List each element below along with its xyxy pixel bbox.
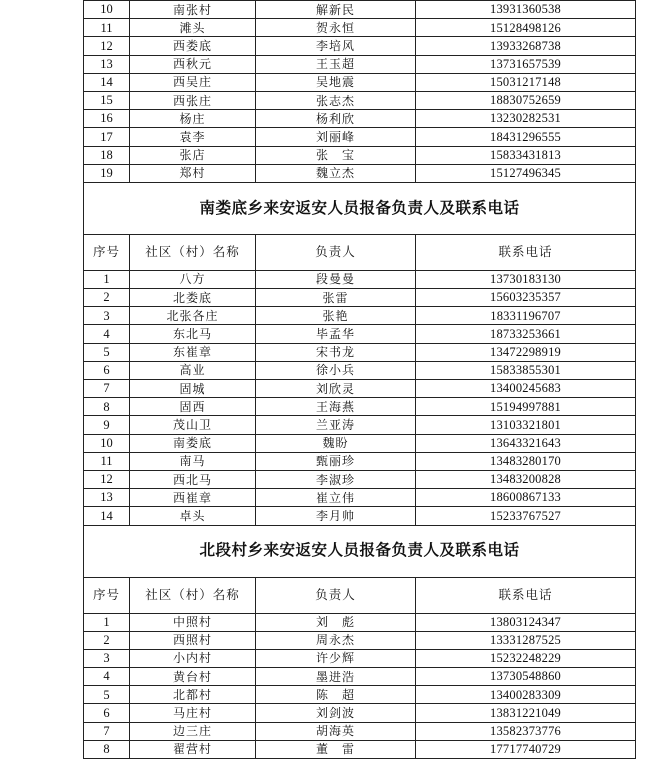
village-name: 马庄村: [130, 704, 256, 722]
section-title-beiduancun-row: [84, 525, 636, 577]
table-row: [84, 110, 636, 128]
row-number: 19: [84, 164, 130, 182]
village-name: 南马: [130, 452, 256, 470]
row-number: 4: [84, 325, 130, 343]
village-name: 黄台村: [130, 668, 256, 686]
row-number: 14: [84, 73, 130, 91]
responsible-person: 李淑珍: [256, 470, 416, 488]
responsible-person: 张雷: [256, 289, 416, 307]
row-number: 11: [84, 19, 130, 37]
village-name: 八方: [130, 270, 256, 288]
responsible-person: 解新民: [256, 1, 416, 19]
column-header-row: [84, 577, 636, 613]
header-phone: 联系电话: [416, 577, 636, 613]
phone-number: 15233767527: [416, 507, 636, 525]
header-village: 社区（村）名称: [130, 234, 256, 270]
table-row: [84, 434, 636, 452]
row-number: 4: [84, 668, 130, 686]
table-row: [84, 343, 636, 361]
village-name: 东崔章: [130, 343, 256, 361]
responsible-person: 甄丽珍: [256, 452, 416, 470]
table-row: [84, 270, 636, 288]
table-row: [84, 19, 636, 37]
village-name: 固城: [130, 380, 256, 398]
row-number: 12: [84, 470, 130, 488]
phone-number: 13803124347: [416, 613, 636, 631]
contact-table: [83, 0, 636, 759]
row-number: 8: [84, 398, 130, 416]
phone-number: 18830752659: [416, 91, 636, 109]
table-row: [84, 740, 636, 758]
table-row: [84, 668, 636, 686]
table-row: [84, 91, 636, 109]
table-row: [84, 55, 636, 73]
phone-number: 17717740729: [416, 740, 636, 758]
village-name: 北娄底: [130, 289, 256, 307]
phone-number: 13103321801: [416, 416, 636, 434]
responsible-person: 宋书龙: [256, 343, 416, 361]
village-name: 小内村: [130, 649, 256, 667]
row-number: 3: [84, 649, 130, 667]
village-name: 翟营村: [130, 740, 256, 758]
header-person: 负责人: [256, 234, 416, 270]
table-row: [84, 380, 636, 398]
row-number: 7: [84, 722, 130, 740]
row-number: 5: [84, 686, 130, 704]
phone-number: 18733253661: [416, 325, 636, 343]
responsible-person: 张艳: [256, 307, 416, 325]
header-number: 序号: [84, 577, 130, 613]
table-row: [84, 722, 636, 740]
responsible-person: 董 雷: [256, 740, 416, 758]
phone-number: 15833431813: [416, 146, 636, 164]
phone-number: 13730183130: [416, 270, 636, 288]
village-name: 西吴庄: [130, 73, 256, 91]
table-row: [84, 649, 636, 667]
phone-number: 13483280170: [416, 452, 636, 470]
responsible-person: 刘丽峰: [256, 128, 416, 146]
table-row: [84, 416, 636, 434]
phone-number: 15127496345: [416, 164, 636, 182]
section-title-nanloudi-row: [84, 182, 636, 234]
phone-number: 13400283309: [416, 686, 636, 704]
row-number: 18: [84, 146, 130, 164]
village-name: 边三庄: [130, 722, 256, 740]
row-number: 15: [84, 91, 130, 109]
table-row: [84, 164, 636, 182]
phone-number: 15128498126: [416, 19, 636, 37]
row-number: 14: [84, 507, 130, 525]
header-phone: 联系电话: [416, 234, 636, 270]
column-header-row: [84, 234, 636, 270]
table-row: [84, 613, 636, 631]
table-row: [84, 489, 636, 507]
village-name: 西张庄: [130, 91, 256, 109]
village-name: 高业: [130, 361, 256, 379]
table-row: [84, 704, 636, 722]
row-number: 13: [84, 55, 130, 73]
responsible-person: 陈 超: [256, 686, 416, 704]
phone-number: 15031217148: [416, 73, 636, 91]
village-name: 郑村: [130, 164, 256, 182]
table-row: [84, 73, 636, 91]
row-number: 1: [84, 270, 130, 288]
row-number: 9: [84, 416, 130, 434]
phone-number: 13483200828: [416, 470, 636, 488]
phone-number: 15194997881: [416, 398, 636, 416]
responsible-person: 王玉超: [256, 55, 416, 73]
village-name: 西照村: [130, 631, 256, 649]
row-number: 8: [84, 740, 130, 758]
village-name: 西崔章: [130, 489, 256, 507]
village-name: 南张村: [130, 1, 256, 19]
responsible-person: 贺永恒: [256, 19, 416, 37]
row-number: 13: [84, 489, 130, 507]
header-person: 负责人: [256, 577, 416, 613]
responsible-person: 杨利欣: [256, 110, 416, 128]
responsible-person: 魏立杰: [256, 164, 416, 182]
row-number: 10: [84, 1, 130, 19]
contact-table-body: [84, 1, 636, 759]
responsible-person: 刘剑波: [256, 704, 416, 722]
responsible-person: 崔立伟: [256, 489, 416, 507]
responsible-person: 魏盼: [256, 434, 416, 452]
table-row: [84, 452, 636, 470]
phone-number: 15603235357: [416, 289, 636, 307]
table-row: [84, 289, 636, 307]
village-name: 中照村: [130, 613, 256, 631]
phone-number: 13400245683: [416, 380, 636, 398]
village-name: 北张各庄: [130, 307, 256, 325]
responsible-person: 周永杰: [256, 631, 416, 649]
phone-number: 13731657539: [416, 55, 636, 73]
village-name: 东北马: [130, 325, 256, 343]
responsible-person: 刘欣灵: [256, 380, 416, 398]
header-number: 序号: [84, 234, 130, 270]
responsible-person: 兰亚涛: [256, 416, 416, 434]
table-row: [84, 507, 636, 525]
header-village: 社区（村）名称: [130, 577, 256, 613]
village-name: 西娄底: [130, 37, 256, 55]
table-row: [84, 361, 636, 379]
village-name: 滩头: [130, 19, 256, 37]
row-number: 5: [84, 343, 130, 361]
responsible-person: 墨进浩: [256, 668, 416, 686]
responsible-person: 张 宝: [256, 146, 416, 164]
phone-number: 13331287525: [416, 631, 636, 649]
row-number: 3: [84, 307, 130, 325]
table-row: [84, 37, 636, 55]
table-row: [84, 631, 636, 649]
responsible-person: 许少辉: [256, 649, 416, 667]
village-name: 张店: [130, 146, 256, 164]
phone-number: 13643321643: [416, 434, 636, 452]
village-name: 固西: [130, 398, 256, 416]
table-row: [84, 128, 636, 146]
phone-number: 13472298919: [416, 343, 636, 361]
village-name: 袁李: [130, 128, 256, 146]
village-name: 杨庄: [130, 110, 256, 128]
row-number: 11: [84, 452, 130, 470]
table-row: [84, 307, 636, 325]
phone-number: 18431296555: [416, 128, 636, 146]
row-number: 2: [84, 631, 130, 649]
row-number: 1: [84, 613, 130, 631]
responsible-person: 徐小兵: [256, 361, 416, 379]
responsible-person: 李培风: [256, 37, 416, 55]
section-title-beiduancun: 北段村乡来安返安人员报备负责人及联系电话: [84, 525, 636, 577]
responsible-person: 吴地震: [256, 73, 416, 91]
phone-number: 13933268738: [416, 37, 636, 55]
responsible-person: 胡海英: [256, 722, 416, 740]
phone-number: 13730548860: [416, 668, 636, 686]
phone-number: 13831221049: [416, 704, 636, 722]
responsible-person: 张志杰: [256, 91, 416, 109]
responsible-person: 毕孟华: [256, 325, 416, 343]
phone-number: 15833855301: [416, 361, 636, 379]
table-row: [84, 398, 636, 416]
row-number: 2: [84, 289, 130, 307]
responsible-person: 段曼曼: [256, 270, 416, 288]
table-row: [84, 686, 636, 704]
section-title-nanloudi: 南娄底乡来安返安人员报备负责人及联系电话: [84, 182, 636, 234]
responsible-person: 刘 彪: [256, 613, 416, 631]
village-name: 卓头: [130, 507, 256, 525]
table-row: [84, 470, 636, 488]
village-name: 西秋元: [130, 55, 256, 73]
row-number: 17: [84, 128, 130, 146]
row-number: 12: [84, 37, 130, 55]
phone-number: 13230282531: [416, 110, 636, 128]
row-number: 6: [84, 361, 130, 379]
row-number: 10: [84, 434, 130, 452]
phone-number: 13582373776: [416, 722, 636, 740]
village-name: 北都村: [130, 686, 256, 704]
row-number: 7: [84, 380, 130, 398]
phone-number: 18331196707: [416, 307, 636, 325]
row-number: 16: [84, 110, 130, 128]
phone-number: 13931360538: [416, 1, 636, 19]
village-name: 茂山卫: [130, 416, 256, 434]
responsible-person: 李月帅: [256, 507, 416, 525]
table-row: [84, 1, 636, 19]
responsible-person: 王海燕: [256, 398, 416, 416]
village-name: 南娄底: [130, 434, 256, 452]
phone-number: 15232248229: [416, 649, 636, 667]
village-name: 西北马: [130, 470, 256, 488]
phone-number: 18600867133: [416, 489, 636, 507]
table-row: [84, 325, 636, 343]
table-row: [84, 146, 636, 164]
row-number: 6: [84, 704, 130, 722]
